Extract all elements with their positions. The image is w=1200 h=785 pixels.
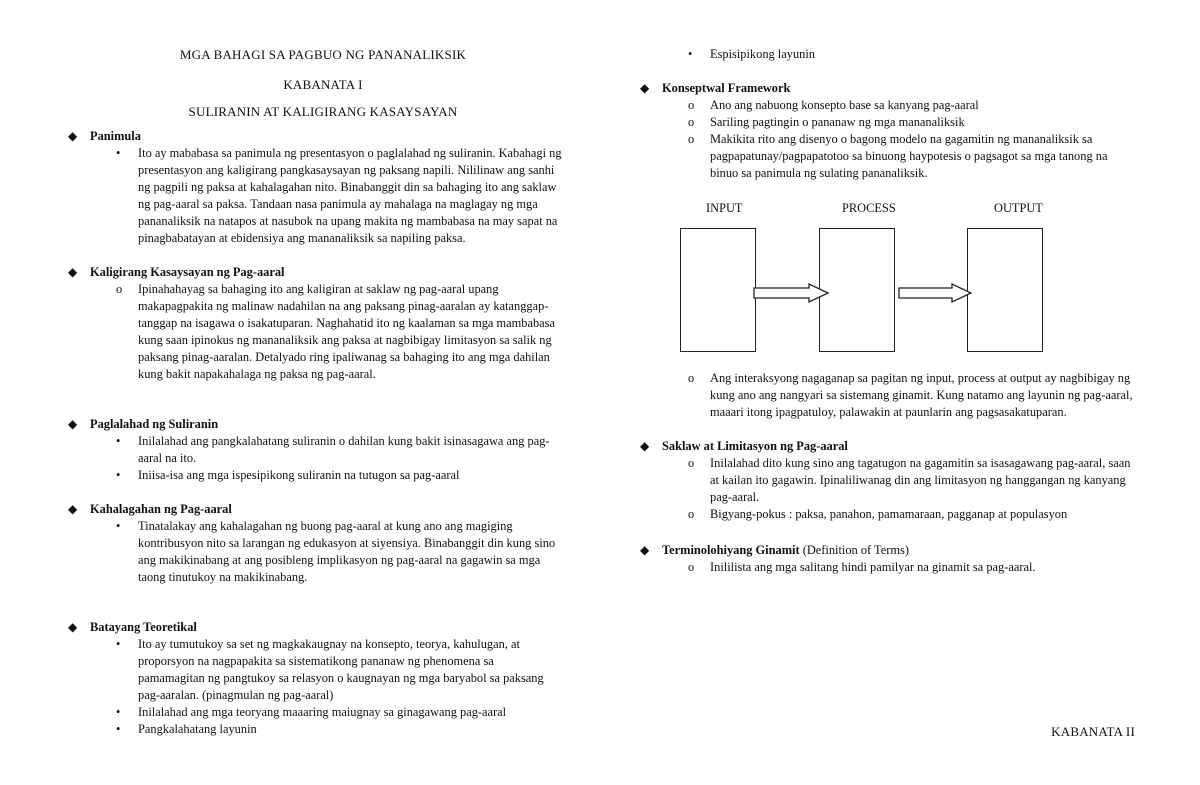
- top-list: [640, 46, 1155, 63]
- list-item: o Ipinahahayag sa bahaging ito ang kaligiran at saklaw ng pag-aaral upang makapagpakita ng malinaw nadahilan na ang paksang pinag-aaralan ay katanggap- tanggap na isagawa o isakatuparan. Naghahatid ito ng kaalaman sa mga mambabasa kung saan ipinokus ng mananaliksik ang paksa at nagbibigay limitasyon sa salik ng paksang pinag-aaralan. Detalyado ring ipaliwanag sa bahaging ito ang mga dahilan kung bakit napakahalaga ng paksa ng pag-aaral.: [116, 282, 555, 381]
- diagram-label-process: PROCESS: [842, 201, 896, 215]
- list-item: • Espisipikong layunin: [688, 47, 815, 61]
- list-item: • Pangkalahatang layunin: [116, 722, 257, 736]
- diagram-label-output: OUTPUT: [994, 201, 1043, 215]
- section-heading: ◆ Panimula: [68, 129, 141, 143]
- chapter-subtitle: SULIRANIN AT KALIGIRANG KASAYSAYAN: [188, 104, 458, 119]
- diamond-bullet-icon: ◆: [68, 620, 78, 634]
- chapter-title: KABANATA I: [283, 77, 363, 92]
- section-panimula: [68, 128, 578, 247]
- diamond-bullet-icon: ◆: [640, 439, 650, 453]
- section-konseptwal-framework: [640, 80, 1155, 182]
- section-heading: ◆ Kaligirang Kasaysayan ng Pag-aaral: [68, 265, 285, 279]
- section-terminolohiyang-ginamit: [640, 542, 1155, 576]
- list-item: • Inilalahad ang mga teoryang maaaring maiugnay sa ginagawang pag-aaral: [116, 705, 507, 719]
- list-item: o Ano ang nabuong konsepto base sa kanyang pag-aaral: [688, 98, 979, 112]
- list-item: o Bigyang-pokus : paksa, panahon, pamamaraan, pagganap at populasyon: [688, 507, 1068, 521]
- diamond-bullet-icon: ◆: [68, 417, 78, 431]
- list-item: • Inilalahad ang pangkalahatang suliranin o dahilan kung bakit isinasagawa ang pag- aaral na ito.: [116, 434, 550, 465]
- list-item: o Makikita rito ang disenyo o bagong modelo na gagamitin ng mananaliksik sa pagpapatunay/pagpapatotoo sa binuong haypotesis o pagsagot sa mga tanong na binuo sa panimula ng sulating pananaliksik.: [688, 132, 1108, 180]
- section-heading: ◆ Batayang Teoretikal: [68, 620, 197, 634]
- list-item: • Iniisa-isa ang mga ispesipikong suliranin na tutugon sa pag-aaral: [116, 468, 460, 482]
- section-paglalahad-ng-suliranin: [68, 416, 578, 484]
- diamond-bullet-icon: ◆: [640, 543, 650, 557]
- section-heading: ◆ Kahalagahan ng Pag-aaral: [68, 502, 232, 516]
- list-item: • Tinatalakay ang kahalagahan ng buong pag-aaral at kung ano ang magiging kontribusyon nito sa larangan ng edukasyon at siyensiya. Binabanggit din kung sino ang makikinabang at ang posibleng implikasyon ng pag-aaral na gagawin sa mga taong tinutukoy na makikinabang.: [116, 519, 556, 584]
- diamond-bullet-icon: ◆: [640, 81, 650, 95]
- diagram-arrows: [672, 200, 1092, 360]
- document-title: MGA BAHAGI SA PAGBUO NG PANANALIKSIK: [179, 47, 467, 62]
- diamond-bullet-icon: ◆: [68, 502, 78, 516]
- list-item: o Inilalahad dito kung sino ang tagatugon na gagamitin sa isasagawang pag-aaral, saan at kailan ito gagawin. Ipinaliliwanag din ang limitasyon ng hanggangan ng kanyang pag-aaral.: [688, 456, 1131, 504]
- section-heading: ◆ Konseptwal Framework: [640, 81, 791, 95]
- diamond-bullet-icon: ◆: [68, 265, 78, 279]
- list-item: o Ang interaksyong nagaganap sa pagitan ng input, process at output ay nagbibigay ng kung ano ang nangyari sa sistemang ginamit. Kung natamo ang layunin ng pag-aaral, maaari itong ipagpatuloy, palawakin at paunlarin ang pagsasakatuparan.: [688, 371, 1133, 419]
- section-kahalagahan: [68, 501, 578, 586]
- list-item: • Ito ay tumutukoy sa set ng magkakaugnay na konsepto, teorya, kahulugan, at proporsyon na nagpapakita sa sistematikong pananaw ng phenomena sa pamamagitan ng pangtukoy sa relasyon o kaugnayan ng mga baryabol sa paksang pag-aaralan. (pinagmulan ng pag-aaral): [116, 637, 544, 702]
- arrow-input-to-process-icon: [754, 284, 828, 302]
- diamond-bullet-icon: ◆: [68, 129, 78, 143]
- section-batayang-teoretikal: [68, 619, 578, 738]
- section-heading: ◆ Saklaw at Limitasyon ng Pag-aaral: [640, 439, 848, 453]
- section-kaligirang-kasaysayan: [68, 264, 578, 383]
- list-item: o Sariling pagtingin o pananaw ng mga mananaliksik: [688, 115, 965, 129]
- diagram-explanation: [640, 370, 1155, 421]
- arrow-process-to-output-icon: [899, 284, 971, 302]
- diagram-label-input: INPUT: [706, 201, 743, 215]
- section-heading: ◆ Paglalahad ng Suliranin: [68, 417, 219, 431]
- list-item: • Ito ay mababasa sa panimula ng presentasyon o paglalahad ng suliranin. Kabahagi ng presentasyon ang kaligirang pangkasaysayan ng paksang napili. Nililinaw ang sanhi ng pagpili ng paksa at kahalagahan nito. Binabanggit din sa bahaging ito ang saklaw ng pag-aaral sa paksa. Tandaan nasa panimula ay mahalaga na maglagay ng mga pananaliksik na natapos at nasubok na upang makita ng mambabasa na may sapat na pinagbabatayan at ebidensiya ang mananaliksik sa napiling paksa.: [116, 146, 562, 245]
- section-saklaw-at-limitasyon: [640, 438, 1155, 523]
- ipo-diagram: [672, 200, 1092, 360]
- chapter-2-title: KABANATA II: [1051, 724, 1135, 739]
- section-heading: ◆ Terminolohiyang Ginamit (Definition of Terms): [640, 543, 909, 557]
- list-item: o Inililista ang mga salitang hindi pamilyar na ginamit sa pag-aaral.: [688, 560, 1036, 574]
